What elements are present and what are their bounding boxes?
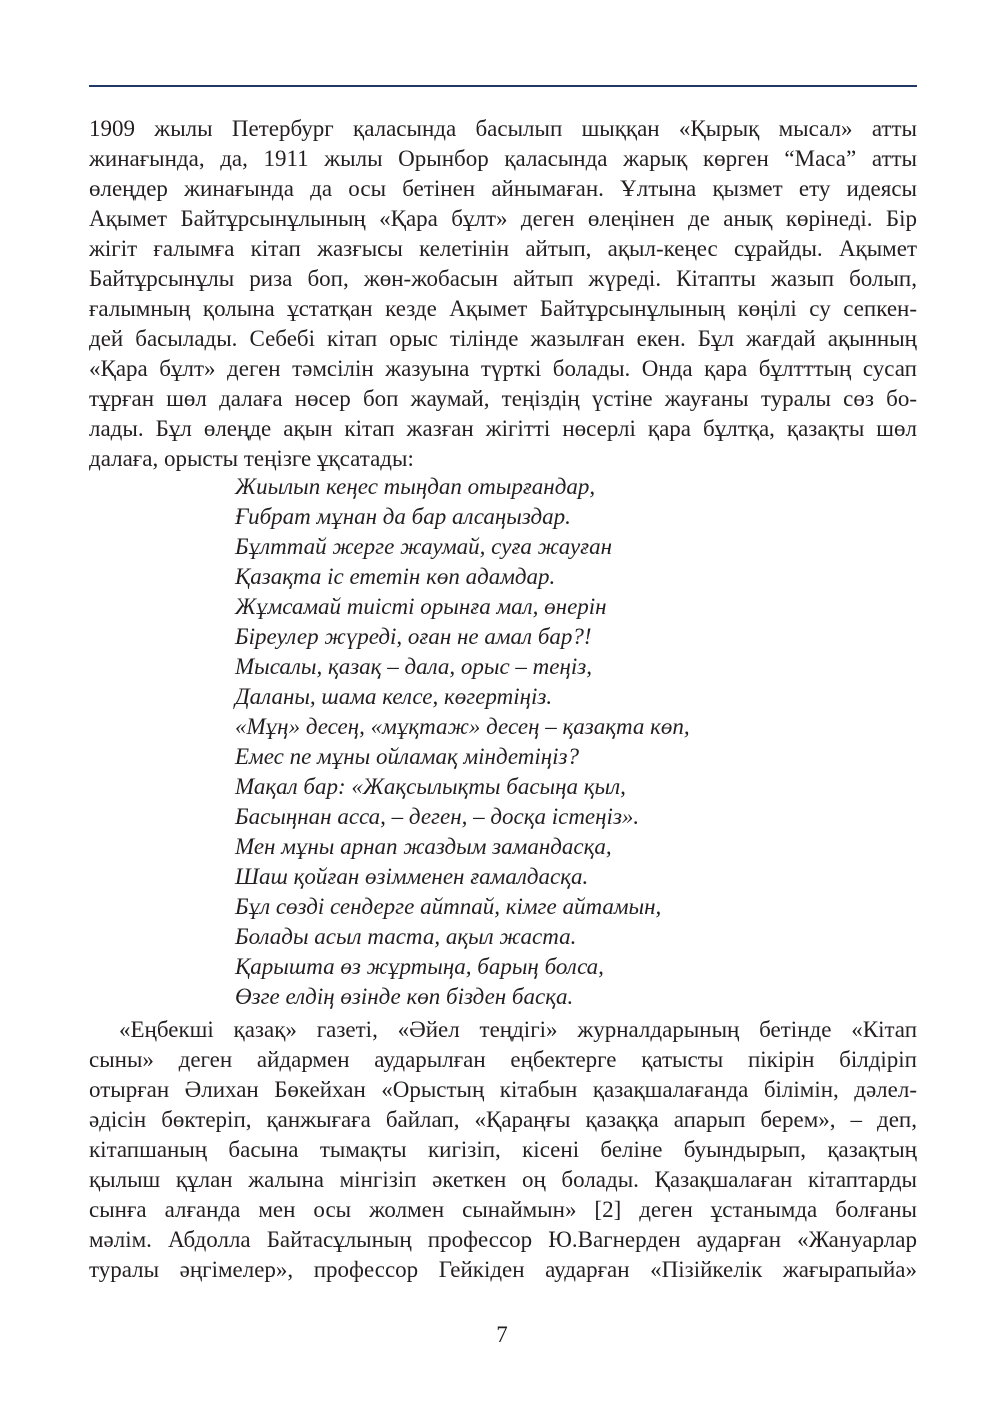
poem-verse: Шаш қойған өзімменен ғамалдасқа. [235, 864, 589, 889]
paragraph-line: отырған Әлихан Бөкейхан «Орыстың кітабын қазақшалағанда білімін, дәлел- [89, 1077, 917, 1102]
paragraph-line: әдісін бөктеріп, қанжығаға байлап, «Қараңғы қазаққа апарып берем», – деп, [89, 1107, 917, 1132]
paragraph-line: 1909 жылы Петербург қаласында басылып шыққан «Қырық мысал» атты [89, 116, 917, 141]
paragraph-line: «Қара бұлт» деген тәмсілін жазуына түрткі болады. Онда қара бұлтттың сусап [89, 356, 917, 381]
poem-verse: Басыңнан асса, – деген, – досқа істеңіз». [235, 804, 640, 829]
poem-verse: Өзге елдің өзінде көп бізден басқа. [235, 984, 574, 1009]
paragraph-2 [89, 1015, 917, 1285]
paragraph-line: далаға, орысты теңізге ұқсатады: [89, 446, 414, 471]
poem-verse: Мақал бар: «Жақсылықты басыңа қыл, [235, 774, 626, 799]
poem-verse: Ғибрат мұнан да бар алсаңыздар. [235, 504, 571, 529]
paragraph-line: дей басылады. Себебі кітап орыс тілінде жазылған екен. Бұл жағдай ақынның [89, 326, 917, 351]
paragraph-line: кітапшаның басына тымақты кигізіп, кісені беліне буындырып, қазақтың [89, 1137, 917, 1162]
paragraph-line: сынға алғанда мен осы жолмен сынаймын» [2] деген ұстанымда болғаны [89, 1197, 917, 1222]
header-rule [89, 85, 917, 87]
poem-quote [235, 472, 855, 1012]
poem-verse: Қарышта өз жұртыңа, барың болса, [235, 954, 604, 979]
poem-verse: Бұл сөзді сендерге айтпай, кімге айтамын, [235, 894, 662, 919]
poem-verse: Емес пе мұны ойламақ міндетіңіз? [235, 744, 580, 769]
poem-verse: Бұлттай жерге жаумай, суға жауған [235, 534, 613, 559]
paragraph-line: жігіт ғалымға кітап жазғысы келетінін айтып, ақыл-кеңес сұрайды. Ақымет [89, 236, 917, 261]
paragraph-line: Байтұрсынұлы риза боп, жөн-жобасын айтып жүреді. Кітапты жазып болып, [89, 266, 917, 291]
poem-verse: Біреулер жүреді, оған не амал бар?! [235, 624, 592, 649]
poem-verse: Жиылып кеңес тыңдап отырғандар, [235, 474, 596, 499]
paragraph-line: өлеңдер жинағында да осы бетінен айнымаған. Ұлтына қызмет ету идеясы [89, 176, 917, 201]
page-number: 7 [496, 1322, 508, 1347]
poem-verse: Мен мұны арнап жаздым замандасқа, [235, 834, 612, 859]
paragraph-line: қылыш құлан жалына мінгізіп әкеткен оң болады. Қазақшалаған кітаптарды [89, 1167, 917, 1192]
poem-verse: Даланы, шама келсе, көгертіңіз. [235, 684, 553, 709]
poem-verse: Қазақта іс ететін көп адамдар. [235, 564, 556, 589]
paragraph-line: Ақымет Байтұрсынұлының «Қара бұлт» деген өлеңінен де анық көрінеді. Бір [89, 206, 917, 231]
paragraph-line: туралы әңгімелер», профессор Гейкіден аударған «Пізійкелік жағырапыйа» [89, 1257, 917, 1282]
paragraph-line: тұрған шөл далаға нөсер боп жаумай, теңіздің үстіне жауғаны туралы сөз бо- [89, 386, 917, 411]
paragraph-line: мәлім. Абдолла Байтасұлының профессор Ю.Вагнерден аударған «Жануарлар [89, 1227, 917, 1252]
paragraph-line: «Еңбекші қазақ» газеті, «Әйел теңдігі» журналдарының бетінде «Кітап [119, 1017, 917, 1042]
paragraph-line: ғалымның қолына ұстатқан кезде Ақымет Байтұрсынұлының көңілі су сепкен- [89, 296, 917, 321]
poem-verse: «Мұң» десең, «мұқтаж» десең – қазақта көп, [235, 714, 690, 739]
poem-verse: Болады асыл таста, ақыл жаста. [235, 924, 577, 949]
poem-verse: Мысалы, қазақ – дала, орыс – теңіз, [235, 654, 593, 679]
paragraph-line: жинағында, да, 1911 жылы Орынбор қаласында жарық көрген “Маса” атты [89, 146, 917, 171]
poem-verse: Жұмсамай тиісті орынға мал, өнерін [235, 594, 607, 619]
paragraph-line: лады. Бұл өлеңде ақын кітап жазған жігітті нөсерлі қара бұлтқа, қазақты шөл [89, 416, 917, 441]
paragraph-line: сыны» деген айдармен аударылған еңбектерге қатысты пікірін білдіріп [89, 1047, 917, 1072]
paragraph-1 [89, 114, 917, 474]
